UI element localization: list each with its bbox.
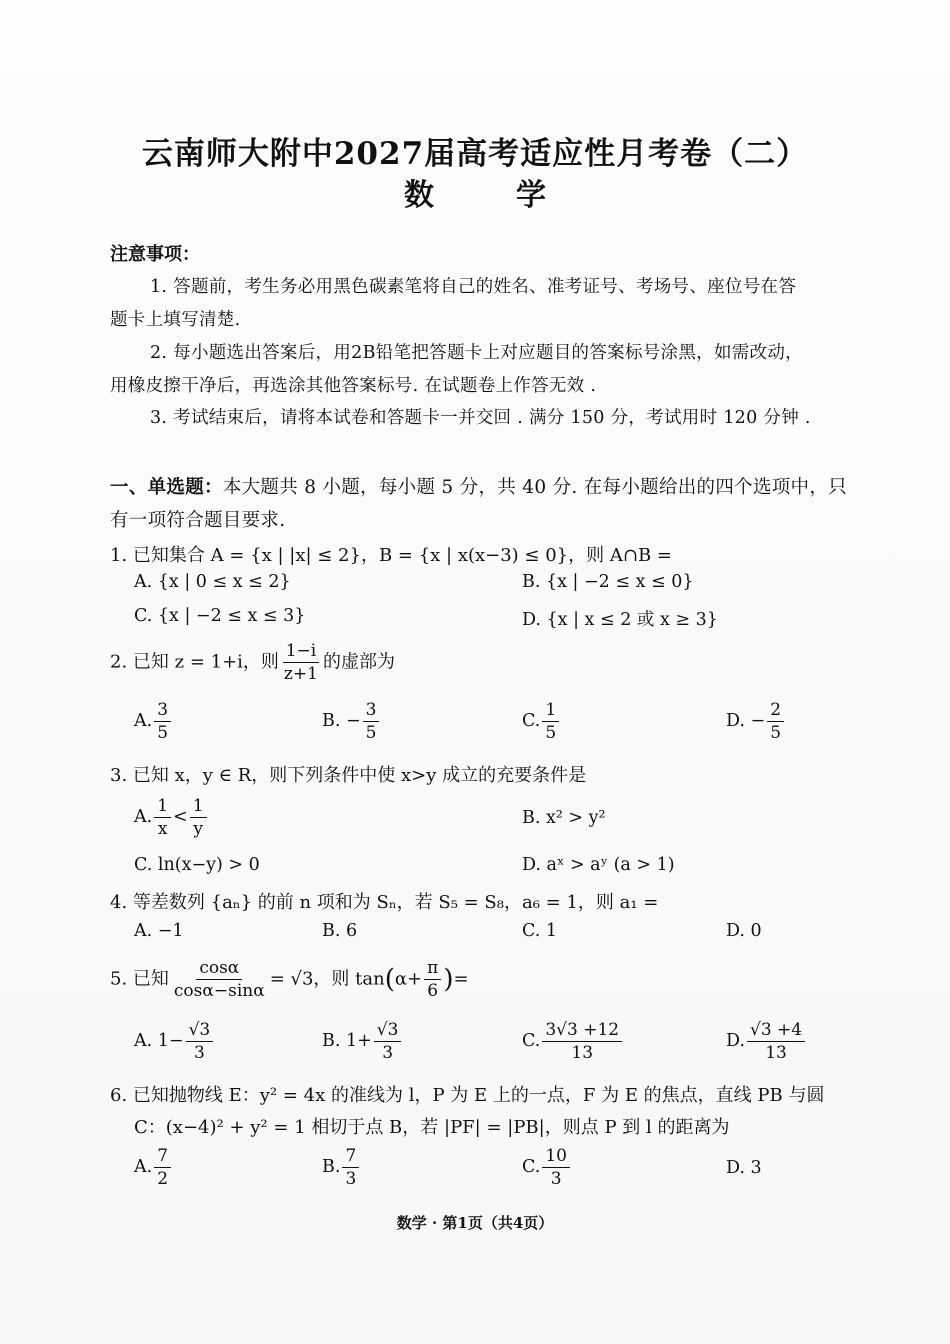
q2-a-frac [154,700,171,743]
q6-option-c [522,1146,572,1189]
section-desc-b: 有一项符合题目要求. [110,510,286,531]
q6-option-d: D. 3 [726,1158,762,1178]
q5-a-num: √3 [186,1020,214,1042]
q6-option-b [322,1146,361,1189]
q3-a-label: A. [134,807,153,827]
q6-a-label: A. [134,1157,153,1177]
notice-item-1a: 1. 答题前，考生务必用黑色碳素笔将自己的姓名、准考证号、考场号、座位号在答 [150,277,797,297]
q5-a-label: A. 1− [134,1031,184,1051]
q6-c-den: 3 [550,1169,562,1189]
q6-b-num: 7 [342,1146,359,1168]
q5-a-frac [186,1020,214,1063]
q3-a-frac2 [190,796,207,839]
q5-fraction [171,958,268,1001]
q5-c-den: 13 [571,1043,594,1063]
q3-a-n2: 1 [190,796,207,818]
q1-stem: 1. 已知集合 A = {x | |x| ≤ 2}，B = {x | x(x−3) ≤ 0}，则 A∩B = [110,545,672,566]
q5-option-b [322,1020,403,1063]
q5-pre: 5. 已知 [110,968,169,990]
q6-c-label: C. [522,1157,541,1177]
q5-d-frac [747,1020,805,1063]
q6-stem-line2: C：(x−4)² + y² = 1 相切于点 B，若 |PF| = |PB|，则点 P 到 l 的距离为 [134,1117,730,1138]
section-label: 一、单选题： [110,477,223,498]
q2-c-num: 1 [542,700,559,722]
notice-item-2a: 2. 每小题选出答案后，用2B铅笔把答题卡上对应题目的答案标号涂黑，如需改动， [150,343,803,363]
q1-option-d: D. {x | x ≤ 2 或 x ≥ 3} [522,610,718,630]
q6-a-frac [154,1146,171,1189]
q3-a-n1: 1 [154,796,171,818]
q5-pi-num: π [424,958,441,980]
q5-pi-frac [424,958,441,1001]
q2-post: 的虚部为 [322,651,395,673]
q5-d-label: D. [726,1031,745,1051]
q4-option-d: D. 0 [726,921,762,941]
q5-a-den: 3 [193,1043,205,1063]
q3-a-mid: < [173,807,188,827]
q2-d-frac [767,700,784,743]
q2-d-den: 5 [770,723,782,743]
exam-title: 云南师大附中2027届高考适应性月考卷（二） [141,136,809,172]
q3-a-d2: y [193,819,203,839]
q5-frac-num: cosα [196,958,242,980]
q3-a-frac1 [154,796,171,839]
notice-item-1b: 题卡上填写清楚. [110,310,241,330]
notice-item-2b: 用橡皮擦干净后，再选涂其他答案标号. 在试题卷上作答无效 . [110,376,597,396]
q1-option-a: A. {x | 0 ≤ x ≤ 2} [134,572,291,592]
q6-stem-line1: 6. 已知抛物线 E：y² = 4x 的准线为 l，P 为 E 上的一点，F 为 E 的焦点，直线 PB 与圆 [110,1085,825,1106]
q6-c-num: 10 [542,1146,570,1168]
q4-option-a: A. −1 [134,921,184,941]
q4-stem: 4. 等差数列 {aₙ} 的前 n 项和为 Sₙ，若 S₅ = S₈，a₆ = 1，则 a₁ = [110,892,659,913]
q2-frac-num: 1−i [283,641,320,663]
q2-option-d [726,700,786,743]
q3-a-d1: x [157,819,168,839]
q2-option-c [522,700,561,743]
q2-b-den: 5 [365,723,377,743]
q4-option-c: C. 1 [522,921,558,941]
q5-d-den: 13 [765,1043,787,1063]
q1-option-b: B. {x | −2 ≤ x ≤ 0} [522,572,694,592]
q5-option-d [726,1020,807,1063]
q2-a-label: A. [134,711,153,731]
q2-frac-den: z+1 [283,664,318,684]
q5-c-num: 3√3 +12 [542,1020,622,1042]
q5-inner: α+ [394,968,423,990]
q5-b-num: √3 [374,1020,402,1042]
subject-title: 数 学 [404,178,572,213]
q2-c-den: 5 [545,723,557,743]
q5-stem [110,958,469,1001]
q6-c-frac [542,1146,570,1189]
q2-b-frac [363,700,380,743]
q5-c-label: C. [522,1031,541,1051]
q5-option-c [522,1020,624,1063]
q6-option-a [134,1146,173,1189]
q6-a-num: 7 [154,1146,171,1168]
section-desc-a: 本大题共 8 小题，每小题 5 分，共 40 分. 在每小题给出的四个选项中，只 [222,477,847,498]
q6-b-label: B. [322,1157,341,1177]
q2-option-a [134,700,173,743]
q3-stem: 3. 已知 x，y ∈ R，则下列条件中使 x>y 成立的充要条件是 [110,765,587,786]
q5-b-den: 3 [382,1043,394,1063]
q5-b-label: B. 1+ [322,1031,372,1051]
q2-d-num: 2 [767,700,784,722]
q5-end: = [453,968,469,990]
q2-a-den: 5 [157,723,169,743]
q3-option-b: B. x² > y² [522,808,606,828]
q6-b-den: 3 [345,1169,357,1189]
section-heading [110,473,847,499]
q5-paren-open: ( [384,964,395,995]
q5-b-frac [374,1020,402,1063]
q2-c-frac [542,700,559,743]
q2-c-label: C. [522,711,541,731]
q3-option-d: D. aˣ > aʸ (a > 1) [522,855,675,875]
q3-option-c: C. ln(x−y) > 0 [134,855,260,875]
q2-b-num: 3 [363,700,380,722]
q6-a-den: 2 [157,1169,169,1189]
q5-c-frac [542,1020,622,1063]
q5-option-a [134,1020,215,1063]
q2-pre: 2. 已知 z = 1+i，则 [110,651,279,673]
q2-d-label: D. − [726,711,766,731]
q2-stem [110,641,395,684]
q5-frac-den: cosα−sinα [173,981,265,1001]
q5-d-num: √3 +4 [747,1020,805,1042]
q2-option-b [322,700,381,743]
q2-b-label: B. − [322,711,361,731]
q5-pi-den: 6 [427,981,439,1001]
q2-fraction [281,641,321,684]
q5-paren-close: ) [443,964,454,995]
q1-option-c: C. {x | −2 ≤ x ≤ 3} [134,606,306,626]
q2-a-num: 3 [154,700,171,722]
notice-heading: 注意事项： [110,244,200,265]
q6-b-frac [342,1146,359,1189]
notice-item-3: 3. 考试结束后，请将本试卷和答题卡一并交回 . 满分 150 分，考试用时 120 分钟 . [150,408,811,428]
q3-option-a [134,796,209,839]
page-footer: 数学 · 第1页（共4页） [396,1214,554,1232]
q4-option-b: B. 6 [322,921,358,941]
q5-mid: = √3，则 tan [269,968,385,990]
